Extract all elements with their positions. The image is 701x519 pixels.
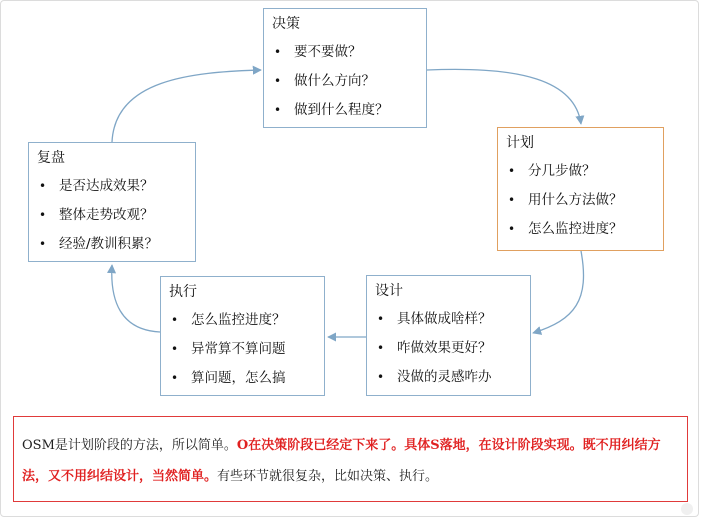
arrow-plan-to-design xyxy=(533,251,584,333)
stage-title: 复盘 xyxy=(37,150,65,166)
note-text-plain: OSM是计划阶段的方法，所以简单。 xyxy=(22,438,237,453)
arrow-execute-to-review xyxy=(112,265,160,332)
list-item: • 分几步做？ xyxy=(506,157,655,186)
stage-question-list xyxy=(506,157,655,244)
list-item: • 具体做成啥样？ xyxy=(375,305,522,334)
note-text-highlight: O在决策阶段已经定下来了。具体S落地，在设计阶段实现。既不用纠结方法，又不用纠结设计，当然简单。 xyxy=(22,438,661,484)
list-item: • 算问题，怎么搞 xyxy=(169,364,316,393)
note-text-plain-end: 有些环节就很复杂，比如决策、执行。 xyxy=(217,469,439,484)
stage-review-box xyxy=(28,142,196,262)
list-item: • 用什么方法做？ xyxy=(506,186,655,215)
list-item: • 经验/教训积累？ xyxy=(37,230,187,259)
stage-question-list xyxy=(375,305,522,392)
stage-execute-box xyxy=(160,276,325,396)
list-item: • 做到什么程度？ xyxy=(272,96,418,125)
stage-plan-box xyxy=(497,127,664,251)
list-item: • 做什么方向？ xyxy=(272,67,418,96)
list-item: • 怎么监控进度？ xyxy=(169,306,316,335)
stage-question-list xyxy=(37,172,187,259)
stage-decision-box xyxy=(263,8,427,128)
stage-question-list xyxy=(169,306,316,393)
list-item: • 怎么监控进度？ xyxy=(506,215,655,244)
stage-design-box xyxy=(366,275,531,396)
arrow-review-to-decision xyxy=(112,70,261,142)
explanation-note xyxy=(13,416,688,502)
stage-title: 设计 xyxy=(375,283,403,299)
list-item: • 异常算不算问题 xyxy=(169,335,316,364)
arrow-decision-to-plan xyxy=(427,69,581,124)
list-item: • 是否达成效果？ xyxy=(37,172,187,201)
list-item: • 没做的灵感咋办 xyxy=(375,363,522,392)
stage-title: 计划 xyxy=(506,135,534,151)
watermark-icon xyxy=(681,503,693,515)
stage-question-list xyxy=(272,38,418,125)
list-item: • 要不要做？ xyxy=(272,38,418,67)
stage-title: 执行 xyxy=(169,284,197,300)
list-item: • 整体走势改观？ xyxy=(37,201,187,230)
stage-title: 决策 xyxy=(272,16,300,32)
list-item: • 咋做效果更好？ xyxy=(375,334,522,363)
